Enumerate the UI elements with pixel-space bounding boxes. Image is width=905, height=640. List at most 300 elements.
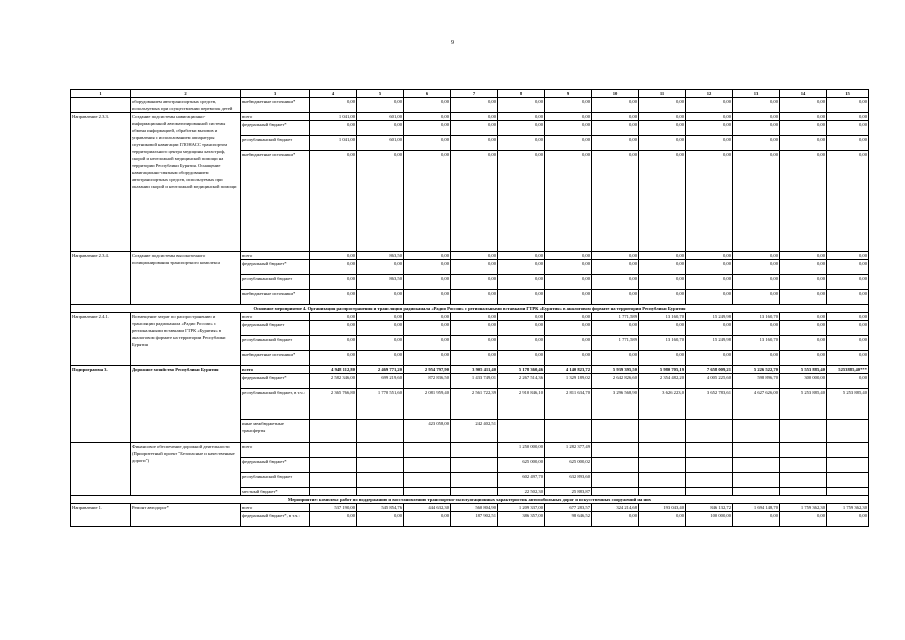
value-cell: 0,00	[639, 321, 686, 336]
value-cell: 0,00	[733, 113, 780, 121]
value-cell: 0,00	[592, 113, 639, 121]
value-cell: 2 910 846,10	[498, 389, 545, 420]
value-cell: 0,00	[357, 98, 404, 113]
value-cell: 100 000,00	[686, 512, 733, 527]
value-cell: 0,00	[498, 275, 545, 290]
value-cell: 545 854,76	[357, 504, 404, 512]
source-cell: всего	[241, 504, 310, 512]
value-cell: 0,00	[451, 98, 498, 113]
value-cell: 0,00	[686, 121, 733, 136]
value-cell: 0,00	[686, 98, 733, 113]
value-cell: 677 283,57	[545, 504, 592, 512]
value-cell: 625 000,00	[498, 458, 545, 473]
value-cell: 0,00	[733, 121, 780, 136]
column-header: 14	[780, 90, 827, 98]
value-cell: 560 804,90	[451, 504, 498, 512]
value-cell: 0,00	[451, 275, 498, 290]
source-cell: федеральный бюджет*	[241, 121, 310, 136]
value-cell: 0,00	[310, 290, 357, 305]
code-cell: Направление 1.	[71, 504, 131, 527]
value-cell	[827, 458, 869, 473]
value-cell	[780, 420, 827, 443]
value-cell: 0,00	[733, 260, 780, 275]
section-row	[71, 305, 869, 313]
page-number: 9	[451, 40, 454, 46]
value-cell	[498, 420, 545, 443]
description-cell: Дорожное хозяйство Республики Бурятия	[131, 366, 241, 443]
value-cell: 0,00	[451, 313, 498, 321]
source-cell: республиканский бюджет	[241, 336, 310, 351]
value-cell: 0,00	[686, 252, 733, 260]
value-cell: 324 214,68	[592, 504, 639, 512]
description-cell: Создание подсистемы навигационно-информационной автоматизированной системы обмена информацией, обработки вызовов и управления с использованием аппаратуры спутниковой навигации ГЛОНАСС транспортом территориального центра медицины катастроф, скорой и неотложной медицинской помощи на территории Республики Бурятия. Оснащение навигационно-связным оборудованием автотранспортных средств, используемых при оказании скорой и неотложной медицинской помощи	[131, 113, 241, 252]
value-cell: 0,00	[780, 98, 827, 113]
value-cell	[310, 443, 357, 458]
value-cell: 0,00	[780, 512, 827, 527]
value-cell: 0,00	[404, 336, 451, 351]
source-cell: всего	[241, 366, 310, 374]
value-cell: 0,00	[498, 121, 545, 136]
value-cell: 0,00	[404, 151, 451, 252]
value-cell: 1 694 148,70	[733, 504, 780, 512]
value-cell: 15 249,98	[686, 313, 733, 321]
value-cell: 22 502,30	[498, 488, 545, 496]
value-cell: 0,00	[780, 321, 827, 336]
value-cell: 0,00	[545, 260, 592, 275]
value-cell: 1 329 189,02	[545, 374, 592, 389]
source-cell: всего	[241, 113, 310, 121]
value-cell: 0,00	[545, 136, 592, 151]
value-cell: 0,00	[686, 113, 733, 121]
value-cell: 0,00	[404, 512, 451, 527]
value-cell: 0,00	[686, 290, 733, 305]
code-cell	[71, 443, 131, 496]
value-cell: 1 770 551,60	[357, 389, 404, 420]
value-cell: 0,00	[545, 321, 592, 336]
value-cell: 632 893,60	[545, 473, 592, 488]
value-cell	[827, 488, 869, 496]
value-cell: 0,00	[310, 313, 357, 321]
source-cell: всего	[241, 252, 310, 260]
value-cell: 4 627 626,00	[733, 389, 780, 420]
value-cell: 0,00	[498, 290, 545, 305]
value-cell: 699 219,60	[357, 374, 404, 389]
value-cell: 0,00	[451, 136, 498, 151]
code-cell	[71, 98, 131, 113]
value-cell: 0,00	[451, 290, 498, 305]
value-cell	[310, 488, 357, 496]
value-cell: 0,00	[404, 121, 451, 136]
section-title: Основное мероприятие 4. Организация распространения и трансляция радиоканала «Радио России» с региональными вставками ГТРК «Бурятия» в аналоговом формате на территории Республики Бурятия	[71, 305, 869, 313]
value-cell: 0,00	[498, 313, 545, 321]
value-cell	[827, 420, 869, 443]
table-row	[71, 98, 869, 113]
value-cell: 444 632,30	[404, 504, 451, 512]
value-cell: 0,00	[545, 252, 592, 260]
value-cell	[827, 473, 869, 488]
value-cell: 846 132,72	[686, 504, 733, 512]
value-cell: 0,00	[451, 351, 498, 366]
value-cell: 0,00	[310, 260, 357, 275]
value-cell: 0,00	[357, 290, 404, 305]
value-cell: 5 553 885,40	[780, 366, 827, 374]
description-cell: Финансовое обеспечение дорожной деятельности (Приоритетный проект "Безопасные и качественные дороги")	[131, 443, 241, 496]
value-cell: 0,00	[545, 151, 592, 252]
description-cell: оборудованием автотранспортных средств, используемых при осуществлении перевозок детей	[131, 98, 241, 113]
value-cell: 0,00	[827, 260, 869, 275]
value-cell: 0,00	[686, 151, 733, 252]
value-cell: 0,00	[498, 113, 545, 121]
value-cell: 2 365 766,80	[310, 389, 357, 420]
value-cell	[780, 488, 827, 496]
value-cell: 0,00	[827, 113, 869, 121]
value-cell: 0,00	[733, 136, 780, 151]
value-cell	[733, 488, 780, 496]
value-cell: 0,00	[310, 151, 357, 252]
value-cell: 601,00	[357, 113, 404, 121]
value-cell: 1 433 749,01	[451, 374, 498, 389]
value-cell	[592, 488, 639, 496]
value-cell: 0,00	[592, 290, 639, 305]
value-cell: 0,00	[310, 275, 357, 290]
value-cell: 0,00	[357, 512, 404, 527]
value-cell: 0,00	[827, 512, 869, 527]
value-cell: 386 357,00	[498, 512, 545, 527]
value-cell: 0,00	[498, 321, 545, 336]
value-cell	[780, 443, 827, 458]
code-cell: Подпрограмма 3.	[71, 366, 131, 443]
value-cell: 0,00	[592, 151, 639, 252]
source-cell: республиканский бюджет	[241, 473, 310, 488]
value-cell: 0,00	[827, 98, 869, 113]
value-cell: 0,00	[780, 252, 827, 260]
source-cell: внебюджетные источники*	[241, 98, 310, 113]
value-cell: 0,00	[827, 290, 869, 305]
table-row	[71, 313, 869, 321]
value-cell: 0,00	[827, 374, 869, 389]
value-cell: 5 226 522,70	[733, 366, 780, 374]
value-cell: 0,00	[780, 260, 827, 275]
value-cell: 0,00	[686, 275, 733, 290]
column-header: 4	[310, 90, 357, 98]
value-cell	[592, 473, 639, 488]
value-cell	[404, 443, 451, 458]
value-cell	[310, 473, 357, 488]
value-cell: 2 081 959,40	[404, 389, 451, 420]
value-cell: 0,00	[639, 113, 686, 121]
value-cell: 0,00	[592, 98, 639, 113]
value-cell: 0,00	[357, 151, 404, 252]
value-cell: 0,00	[451, 260, 498, 275]
source-cell: федеральный бюджет*	[241, 458, 310, 473]
column-header: 2	[131, 90, 241, 98]
value-cell: 2 642 826,60	[592, 374, 639, 389]
value-cell: 0,00	[310, 336, 357, 351]
value-cell: 0,00	[639, 275, 686, 290]
value-cell	[451, 473, 498, 488]
value-cell: 0,00	[498, 252, 545, 260]
value-cell: 1 209 337,00	[498, 504, 545, 512]
value-cell: 0,00	[404, 351, 451, 366]
value-cell	[451, 488, 498, 496]
value-cell	[639, 420, 686, 443]
value-cell: 5253885,40***	[827, 366, 869, 374]
value-cell: 1 759 362,30	[827, 504, 869, 512]
source-cell: республиканский бюджет	[241, 275, 310, 290]
value-cell	[310, 458, 357, 473]
value-cell: 0,00	[639, 260, 686, 275]
value-cell	[451, 443, 498, 458]
value-cell: 0,00	[733, 252, 780, 260]
value-cell: 0,00	[686, 260, 733, 275]
value-cell: 0,00	[592, 252, 639, 260]
column-header: 13	[733, 90, 780, 98]
value-cell	[404, 458, 451, 473]
source-cell: внебюджетные источники*	[241, 351, 310, 366]
value-cell: 0,00	[357, 336, 404, 351]
value-cell	[733, 420, 780, 443]
value-cell: 0,00	[404, 98, 451, 113]
value-cell: 872 836,50	[404, 374, 451, 389]
value-cell: 0,00	[780, 121, 827, 136]
value-cell: 601,00	[357, 136, 404, 151]
column-header: 10	[592, 90, 639, 98]
value-cell: 0,00	[780, 275, 827, 290]
value-cell: 0,00	[592, 321, 639, 336]
value-cell: 0,00	[404, 252, 451, 260]
value-cell: 5 939 395,50	[592, 366, 639, 374]
source-cell: местный бюджет*	[241, 488, 310, 496]
value-cell: 0,00	[310, 512, 357, 527]
value-cell: 625 000,02	[545, 458, 592, 473]
code-cell: Направление 2.3.3.	[71, 113, 131, 252]
value-cell: 3 296 568,90	[592, 389, 639, 420]
value-cell	[451, 458, 498, 473]
value-cell: 0,00	[451, 121, 498, 136]
value-cell: 2 354 482,20	[639, 374, 686, 389]
value-cell: 242 402,51	[451, 420, 498, 443]
value-cell: 0,00	[733, 351, 780, 366]
value-cell: 2 954 797,90	[404, 366, 451, 374]
value-cell: 1 759 362,30	[780, 504, 827, 512]
value-cell: 0,00	[639, 98, 686, 113]
value-cell	[733, 458, 780, 473]
value-cell: 0,00	[451, 113, 498, 121]
code-cell: Направление 2.4.1.	[71, 313, 131, 366]
value-cell: 187 902,51	[451, 512, 498, 527]
value-cell: 0,00	[404, 321, 451, 336]
value-cell	[357, 473, 404, 488]
value-cell: 0,00	[592, 512, 639, 527]
value-cell	[310, 420, 357, 443]
value-cell: 0,00	[780, 336, 827, 351]
column-header: 11	[639, 90, 686, 98]
value-cell: 0,00	[310, 321, 357, 336]
value-cell: 0,00	[357, 313, 404, 321]
column-header: 8	[498, 90, 545, 98]
column-header: 1	[71, 90, 131, 98]
value-cell	[357, 420, 404, 443]
source-cell: федеральный бюджет*, в т.ч.:	[241, 512, 310, 527]
source-cell: внебюджетные источники*	[241, 151, 310, 252]
value-cell: 0,00	[827, 313, 869, 321]
table-row	[71, 504, 869, 512]
value-cell: 0,00	[639, 121, 686, 136]
value-cell: 0,00	[592, 136, 639, 151]
column-header: 12	[686, 90, 733, 98]
value-cell: 602 497,70	[498, 473, 545, 488]
value-cell: 863,50	[357, 252, 404, 260]
value-cell	[592, 443, 639, 458]
value-cell	[639, 488, 686, 496]
value-cell: 0,00	[827, 275, 869, 290]
value-cell: 537 190,00	[310, 504, 357, 512]
value-cell: 0,00	[498, 151, 545, 252]
value-cell: 0,00	[639, 151, 686, 252]
value-cell: 13 160,70	[733, 336, 780, 351]
value-cell: 0,00	[404, 313, 451, 321]
value-cell: 0,00	[545, 351, 592, 366]
source-cell: федеральный бюджет	[241, 321, 310, 336]
value-cell: 0,00	[827, 351, 869, 366]
value-cell	[686, 488, 733, 496]
value-cell	[686, 473, 733, 488]
value-cell: 0,00	[498, 98, 545, 113]
source-cell: федеральный бюджет*	[241, 374, 310, 389]
value-cell: 5 253 885,40	[827, 389, 869, 420]
table-row	[71, 366, 869, 374]
value-cell: 0,00	[733, 98, 780, 113]
column-header: 9	[545, 90, 592, 98]
value-cell	[357, 443, 404, 458]
value-cell: 15 249,98	[686, 336, 733, 351]
value-cell: 0,00	[498, 336, 545, 351]
value-cell: 0,00	[733, 321, 780, 336]
value-cell: 300 000,00	[780, 374, 827, 389]
description-cell: Ремонт автодорог*	[131, 504, 241, 527]
table-body	[71, 90, 869, 527]
value-cell	[686, 443, 733, 458]
value-cell: 0,00	[404, 113, 451, 121]
column-header: 15	[827, 90, 869, 98]
value-cell	[592, 458, 639, 473]
value-cell: 0,00	[686, 136, 733, 151]
value-cell: 0,00	[404, 136, 451, 151]
value-cell: 0,00	[404, 290, 451, 305]
table-row	[71, 113, 869, 121]
value-cell: 13 160,70	[639, 336, 686, 351]
value-cell: 0,00	[733, 275, 780, 290]
value-cell: 2 267 514,36	[498, 374, 545, 389]
value-cell	[357, 488, 404, 496]
column-header: 7	[451, 90, 498, 98]
value-cell: 0,00	[357, 321, 404, 336]
value-cell: 598 896,70	[733, 374, 780, 389]
value-cell: 98 646,52	[545, 512, 592, 527]
value-cell	[404, 473, 451, 488]
value-cell: 1 041,00	[310, 113, 357, 121]
value-cell: 1 282 377,49	[545, 443, 592, 458]
source-cell: иные межбюджетные трансферты	[241, 420, 310, 443]
value-cell: 0,00	[545, 113, 592, 121]
source-cell: республиканский бюджет	[241, 136, 310, 151]
value-cell: 0,00	[545, 275, 592, 290]
value-cell: 0,00	[827, 136, 869, 151]
value-cell: 3 905 411,40	[451, 366, 498, 374]
value-cell: 0,00	[827, 252, 869, 260]
value-cell	[733, 443, 780, 458]
value-cell: 1 250 000,00	[498, 443, 545, 458]
value-cell: 0,00	[780, 313, 827, 321]
value-cell: 7 658 009,21	[686, 366, 733, 374]
section-row	[71, 496, 869, 504]
value-cell	[357, 458, 404, 473]
source-cell: всего	[241, 443, 310, 458]
value-cell: 1 771,589	[592, 336, 639, 351]
value-cell	[780, 473, 827, 488]
value-cell: 4 140 823,72	[545, 366, 592, 374]
value-cell: 0,00	[780, 151, 827, 252]
value-cell: 0,00	[592, 260, 639, 275]
column-header: 5	[357, 90, 404, 98]
value-cell: 4 948 112,80	[310, 366, 357, 374]
value-cell: 0,00	[639, 136, 686, 151]
value-cell: 0,00	[827, 121, 869, 136]
value-cell: 0,00	[451, 151, 498, 252]
value-cell: 0,00	[592, 275, 639, 290]
value-cell: 0,00	[733, 151, 780, 252]
value-cell: 1 041,00	[310, 136, 357, 151]
value-cell: 0,00	[357, 260, 404, 275]
value-cell: 0,00	[639, 290, 686, 305]
value-cell: 0,00	[545, 98, 592, 113]
source-cell: всего	[241, 313, 310, 321]
value-cell: 0,00	[498, 351, 545, 366]
value-cell: 0,00	[639, 351, 686, 366]
description-cell: Создание подсистемы высокоточного позиционирования транспортного комплекса	[131, 252, 241, 305]
source-cell: внебюджетные источники*	[241, 290, 310, 305]
value-cell: 0,00	[404, 260, 451, 275]
value-cell: 0,00	[310, 98, 357, 113]
value-cell: 0,00	[545, 313, 592, 321]
code-cell: Направление 2.3.4.	[71, 252, 131, 305]
value-cell: 5 253 885,40	[780, 389, 827, 420]
value-cell: 1 771,589	[592, 313, 639, 321]
value-cell: 0,00	[451, 336, 498, 351]
value-cell: 0,00	[686, 351, 733, 366]
value-cell: 0,00	[404, 275, 451, 290]
value-cell: 0,00	[498, 136, 545, 151]
value-cell: 0,00	[451, 321, 498, 336]
description-cell: Возмещение затрат по распространению и трансляции радиоканала «Радио России» с региональными вставками ГТРК «Бурятия» в аналоговом формате на территории Республики Бурятия	[131, 313, 241, 366]
header-row	[71, 90, 869, 98]
value-cell: 0,00	[498, 260, 545, 275]
value-cell: 0,00	[827, 336, 869, 351]
column-header: 6	[404, 90, 451, 98]
value-cell	[639, 443, 686, 458]
section-title: Мероприятие: комплекс работ по поддержанию и восстановлению транспортно-эксплуатационных характеристик автомобильных дорог и искусственных сооружений на них	[71, 496, 869, 504]
table-row	[71, 443, 869, 458]
value-cell: 0,00	[357, 351, 404, 366]
value-cell: 3 652 783,61	[686, 389, 733, 420]
value-cell: 0,00	[592, 121, 639, 136]
value-cell: 0,00	[451, 252, 498, 260]
value-cell	[545, 420, 592, 443]
value-cell	[639, 473, 686, 488]
value-cell: 423 058,00	[404, 420, 451, 443]
value-cell: 2 561 722,39	[451, 389, 498, 420]
value-cell: 4 005 225,60	[686, 374, 733, 389]
